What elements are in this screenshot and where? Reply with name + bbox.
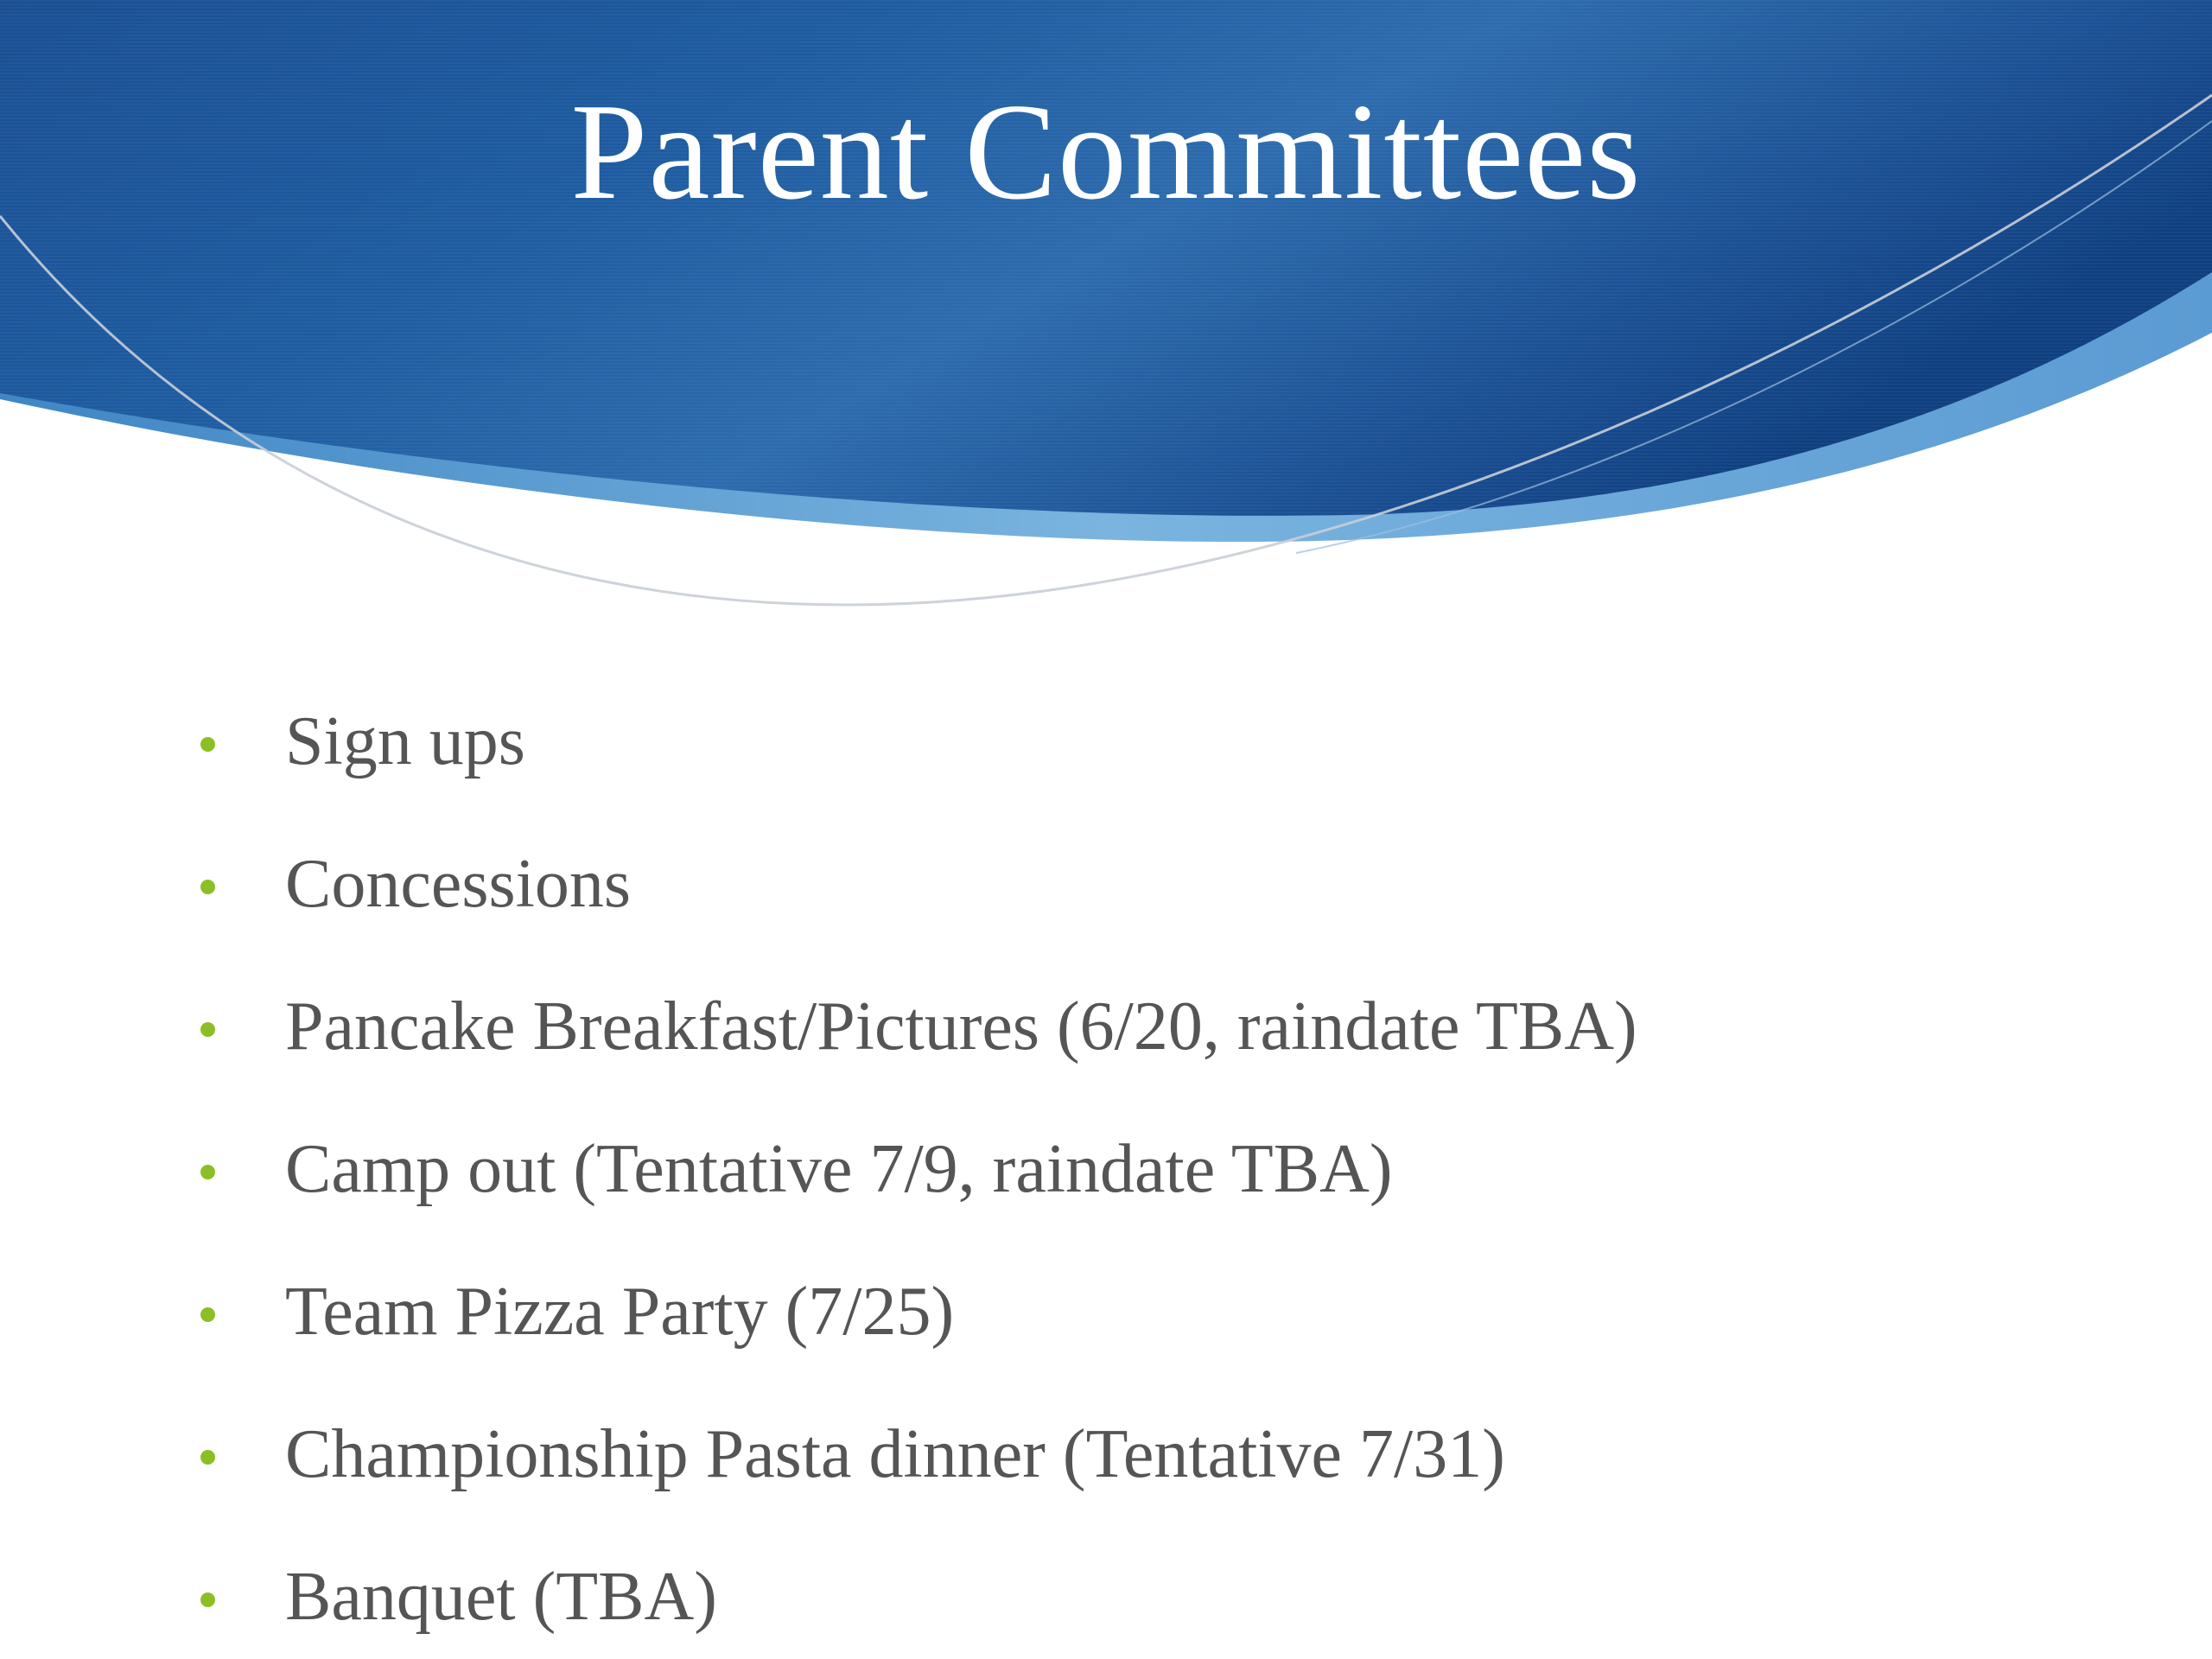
bullet-dot-icon bbox=[200, 1022, 215, 1037]
bullet-dot-icon bbox=[200, 1307, 215, 1322]
bullet-text: Team Pizza Party (7/25) bbox=[285, 1273, 955, 1350]
bullet-text: Sign ups bbox=[285, 702, 525, 779]
list-item bbox=[0, 1097, 2212, 1240]
bullet-text: Camp out (Tentative 7/9, raindate TBA) bbox=[285, 1130, 1393, 1207]
slide-title: Parent Committees bbox=[570, 74, 1642, 228]
bullet-dot-icon bbox=[200, 1450, 215, 1465]
bullet-dot-icon bbox=[200, 737, 215, 752]
bullet-text: Championship Pasta dinner (Tentative 7/31) bbox=[285, 1415, 1505, 1492]
bullet-text: Pancake Breakfast/Pictures (6/20, raindate TBA) bbox=[285, 988, 1637, 1065]
bullet-text: Concessions bbox=[285, 845, 631, 922]
list-item bbox=[0, 955, 2212, 1097]
bullet-dot-icon bbox=[200, 880, 215, 894]
bullet-dot-icon bbox=[200, 1165, 215, 1179]
list-item bbox=[0, 1240, 2212, 1382]
bullet-text: Banquet (TBA) bbox=[285, 1558, 717, 1635]
bullet-dot-icon bbox=[200, 1592, 215, 1607]
list-item bbox=[0, 812, 2212, 955]
list-item bbox=[0, 670, 2212, 812]
bullet-list bbox=[0, 670, 2212, 1659]
list-item bbox=[0, 1382, 2212, 1525]
list-item bbox=[0, 1525, 2212, 1659]
